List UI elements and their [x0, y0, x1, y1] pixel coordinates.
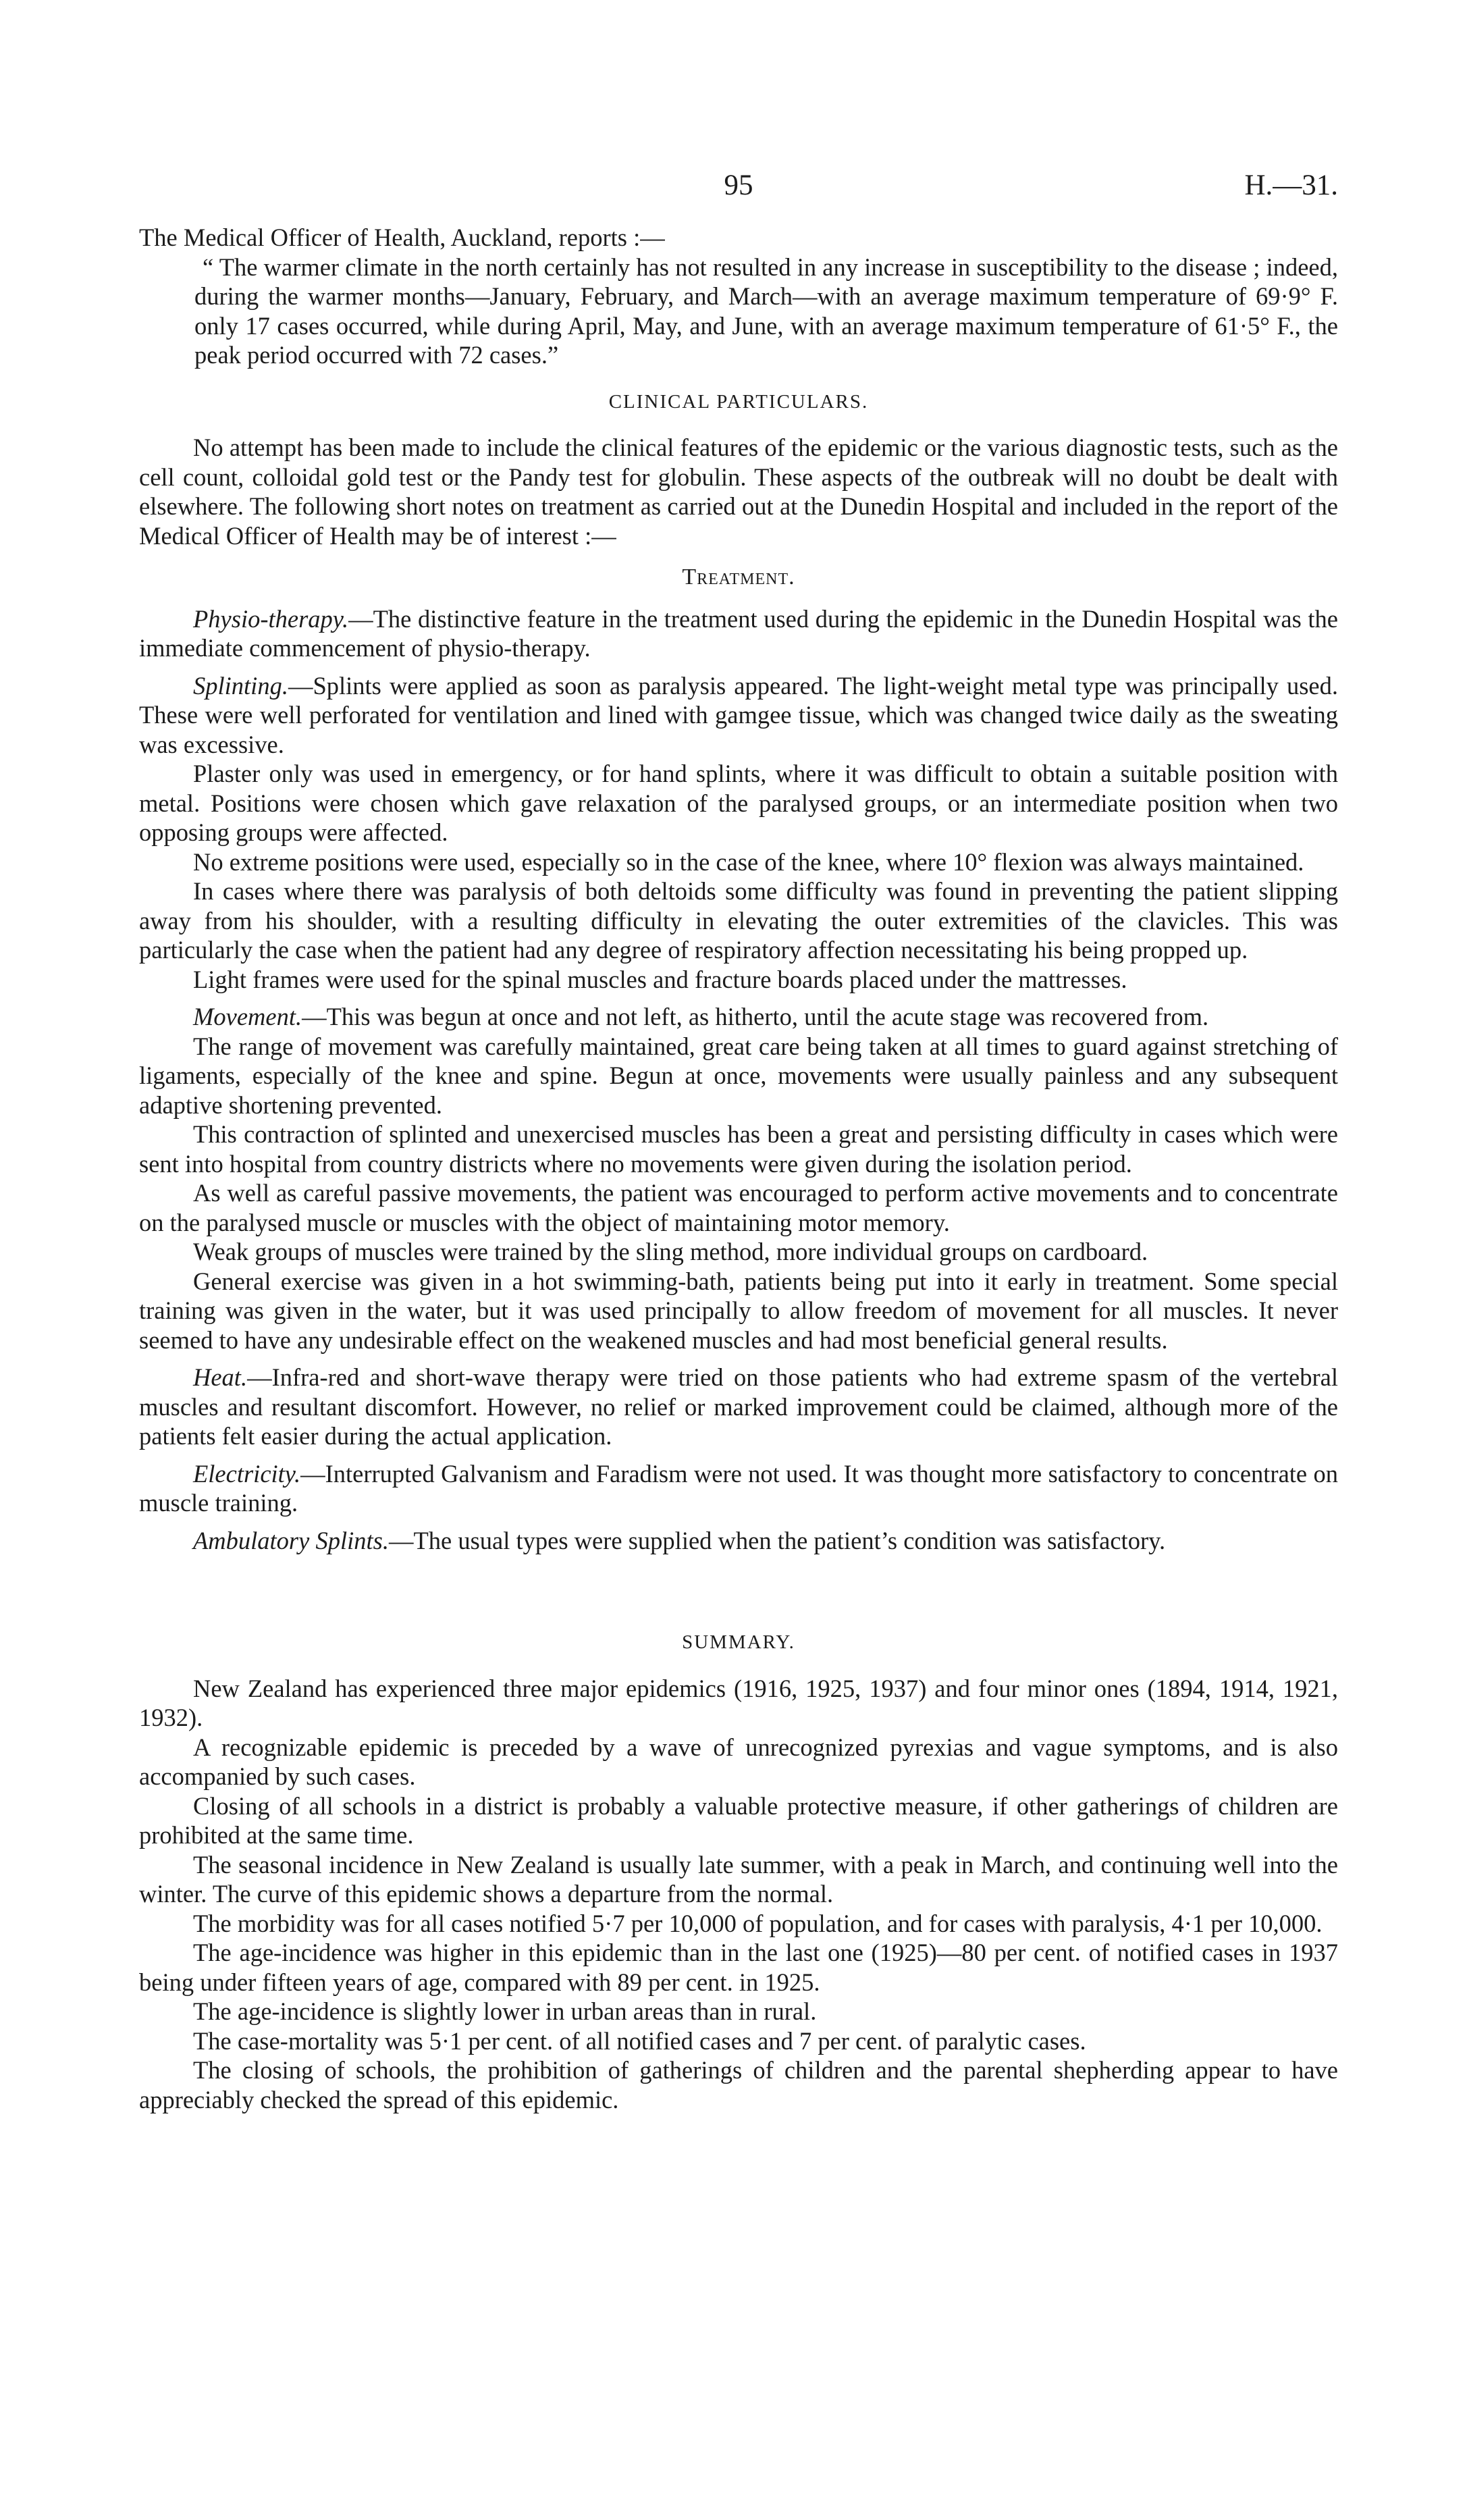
summary-paragraph-9: The closing of schools, the prohibition of gatherings of children and the parental shepherding appear to have appreciably checked the spread of this epidemic.: [139, 2056, 1338, 2114]
ambulatory-paragraph: Ambulatory Splints.—The usual types were supplied when the patient’s condition was satisfactory.: [193, 1526, 1166, 1554]
page-header: [139, 169, 1338, 223]
electricity-label: Electricity.: [193, 1459, 301, 1488]
clinical-heading: CLINICAL PARTICULARS.: [608, 390, 869, 413]
movement-paragraph-5: Weak groups of muscles were trained by the sling method, more individual groups on cardboard.: [193, 1238, 1148, 1265]
section-spacer: [139, 1555, 1338, 1610]
summary-paragraph-3: Closing of all schools in a district is probably a valuable protective measure, if other gatherings of children are prohibited at the same time.: [139, 1791, 1338, 1849]
summary-paragraph-2: A recognizable epidemic is preceded by a wave of unrecognized pyrexias and vague symptoms, and is also accompanied by such cases.: [139, 1733, 1338, 1790]
document-page: [139, 169, 1338, 2114]
movement-label: Movement.: [193, 1003, 302, 1030]
splinting-label: Splinting.: [193, 671, 288, 700]
intro-lead: The Medical Officer of Health, Auckland, reports :—: [139, 224, 665, 251]
splint-paragraph-5: Light frames were used for the spinal muscles and fracture boards placed under the mattresses.: [193, 965, 1127, 993]
body-text: [139, 223, 1338, 2114]
summary-paragraph-1: New Zealand has experienced three major epidemics (1916, 1925, 1937) and four minor ones (1894, 1914, 1921, 1932).: [139, 1674, 1338, 1731]
physio-label: Physio-therapy.: [193, 604, 349, 633]
document-code: H.—31.: [1244, 169, 1338, 201]
summary-paragraph-4: The seasonal incidence in New Zealand is usually late summer, with a peak in March, and continuing well into the winter. The curve of this epidemic shows a departure from the normal.: [139, 1850, 1338, 1908]
splint-paragraph-3: No extreme positions were used, especially so in the case of the knee, where 10° flexion was always maintained.: [193, 847, 1304, 876]
summary-paragraph-5: The morbidity was for all cases notified 5·7 per 10,000 of population, and for cases with paralysis, 4·1 per 10,000.: [193, 1909, 1323, 1937]
summary-heading: SUMMARY.: [682, 1631, 795, 1653]
movement-paragraph-3: This contraction of splinted and unexercised muscles has been a great and persisting difficulty in cases which were sent into hospital from country districts where no movements were given during the isolation period.: [139, 1120, 1338, 1178]
splinting-paragraph: Splinting.—Splints were applied as soon as paralysis appeared. The light-weight metal type was principally used. These were well perforated for ventilation and lined with gamgee tissue, which was changed twice daily as the sweating was excessive.: [139, 671, 1338, 758]
auckland-quote: “ The warmer climate in the north certainly has not resulted in any increase in susceptibility to the disease ; indeed, during the warmer months—January, February, and March—with an average maximum temperature of 69·9° F. only 17 cases occurred, while during April, May, and June, with an average maximum temperature of 61·5° F., the peak period occurred with 72 cases.”: [194, 253, 1338, 369]
physio-paragraph: Physio-therapy.—The distinctive feature in the treatment used during the epidemic in the Dunedin Hospital was the immediate commencement of physio-therapy.: [139, 604, 1338, 662]
movement-paragraph-2: The range of movement was carefully maintained, great care being taken at all times to guard against stretching of ligaments, especially of the knee and spine. Begun at once, movements were usually painless and any subsequent adaptive shortening prevented.: [139, 1032, 1338, 1119]
electricity-paragraph: Electricity.—Interrupted Galvanism and Faradism were not used. It was thought more satisfactory to concentrate on muscle training.: [139, 1459, 1338, 1517]
page-number: 95: [724, 169, 753, 201]
heat-label: Heat.: [193, 1363, 248, 1391]
treatment-heading: Treatment.: [682, 565, 795, 589]
summary-paragraph-7: The age-incidence is slightly lower in urban areas than in rural.: [193, 1997, 817, 2025]
summary-paragraph-6: The age-incidence was higher in this epidemic than in the last one (1925)—80 per cent. of notified cases in 1937 being under fifteen years of age, compared with 89 per cent. in 1925.: [139, 1939, 1338, 1996]
movement-paragraph-4: As well as careful passive movements, the patient was encouraged to perform active movements and to concentrate on the paralysed muscle or muscles with the object of maintaining motor memory.: [139, 1179, 1338, 1236]
ambulatory-label: Ambulatory Splints.: [193, 1526, 389, 1554]
summary-paragraph-8: The case-mortality was 5·1 per cent. of all notified cases and 7 per cent. of paralytic cases.: [193, 2026, 1086, 2055]
clinical-paragraph: No attempt has been made to include the clinical features of the epidemic or the various diagnostic tests, such as the cell count, colloidal gold test or the Pandy test for globulin. These aspects of the outbreak will no doubt be dealt with elsewhere. The following short notes on treatment as carried out at the Dunedin Hospital and included in the report of the Medical Officer of Health may be of interest :—: [139, 434, 1338, 550]
heat-paragraph: Heat.—Infra-red and short-wave therapy were tried on those patients who had extreme spasm of the vertebral muscles and resultant discomfort. However, no relief or marked improvement could be claimed, although more of the patients felt easier during the actual application.: [139, 1363, 1338, 1450]
splint-paragraph-2: Plaster only was used in emergency, or for hand splints, where it was difficult to obtain a suitable position with metal. Positions were chosen which gave relaxation of the paralysed groups, or an intermediate position when two opposing groups were affected.: [139, 760, 1338, 846]
movement-paragraph: Movement.—This was begun at once and not left, as hitherto, until the acute stage was recovered from.: [193, 1003, 1209, 1030]
splint-paragraph-4: In cases where there was paralysis of both deltoids some difficulty was found in preventing the patient slipping away from his shoulder, with a resulting difficulty in elevating the outer extremities of the clavicles. This was particularly the case when the patient had any degree of respiratory affection necessitating his being propped up.: [139, 877, 1338, 964]
movement-paragraph-6: General exercise was given in a hot swimming-bath, patients being put into it early in treatment. Some special training was given in the water, but it was used principally to allow freedom of movement for all muscles. It never seemed to have any undesirable effect on the weakened muscles and had most beneficial general results.: [139, 1267, 1338, 1354]
